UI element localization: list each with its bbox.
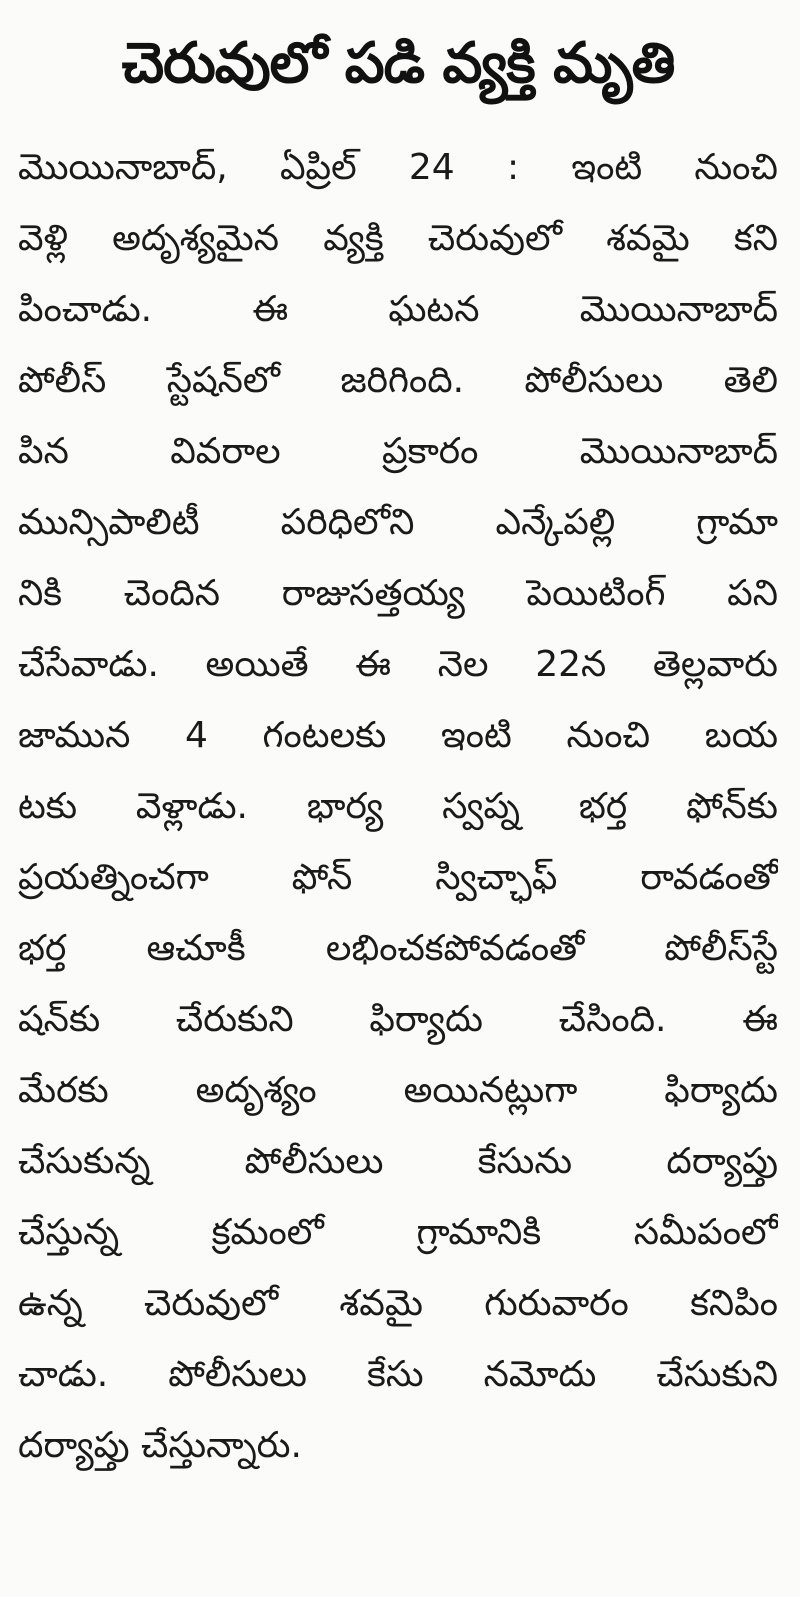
article-line: దర్యాప్తు చేస్తున్నారు.	[18, 1425, 302, 1466]
article-line: మున్సిపాలిటీ పరిధిలోని ఎన్కేపల్లి గ్రామా	[18, 502, 778, 543]
article-line: జామున 4 గంటలకు ఇంటి నుంచి బయ	[18, 715, 778, 756]
article-line: ఉన్న చెరువులో శవమై గురువారం కనిపిం	[18, 1283, 778, 1324]
article-line: నికి చెందిన రాజుసత్తయ్య పెయిటింగ్ పని	[18, 573, 778, 614]
article-line: చేసుకున్న పోలీసులు కేసును దర్యాప్తు	[18, 1141, 778, 1182]
article-line: ప్రయత్నించగా ఫోన్ స్విచ్ఛాఫ్ రావడంతో	[18, 857, 778, 898]
article-line: చేసేవాడు. అయితే ఈ నెల 22న తెల్లవారు	[18, 644, 778, 685]
article-line: షన్‌కు చేరుకుని ఫిర్యాదు చేసింది. ఈ	[18, 999, 778, 1040]
article-line: భర్త ఆచూకీ లభించకపోవడంతో పోలీస్‌స్టే	[18, 928, 778, 969]
article-line: చేస్తున్న క్రమంలో గ్రామానికి సమీపంలో	[18, 1212, 778, 1253]
article-line: టకు వెళ్లాడు. భార్య స్వప్న భర్త ఫోన్‌కు	[18, 786, 778, 827]
article-line: పిన వివరాల ప్రకారం మొయినాబాద్	[18, 431, 778, 472]
article-line: మొయినాబాద్, ఏప్రిల్ 24 : ఇంటి నుంచి	[18, 147, 778, 188]
article-body	[18, 132, 778, 1481]
article-line: పోలీస్ స్టేషన్‌లో జరిగింది. పోలీసులు తెలి	[18, 360, 778, 401]
headline: చెరువులో పడి వ్యక్తి మృతి	[121, 31, 675, 96]
article-line: పించాడు. ఈ ఘటన మొయినాబాద్	[18, 289, 778, 330]
article-line: చాడు. పోలీసులు కేసు నమోదు చేసుకుని	[18, 1354, 778, 1395]
article-line: వెళ్లి అదృశ్యమైన వ్యక్తి చెరువులో శవమై కని	[18, 218, 778, 259]
article-line: మేరకు అదృశ్యం అయినట్లుగా ఫిర్యాదు	[18, 1070, 778, 1111]
